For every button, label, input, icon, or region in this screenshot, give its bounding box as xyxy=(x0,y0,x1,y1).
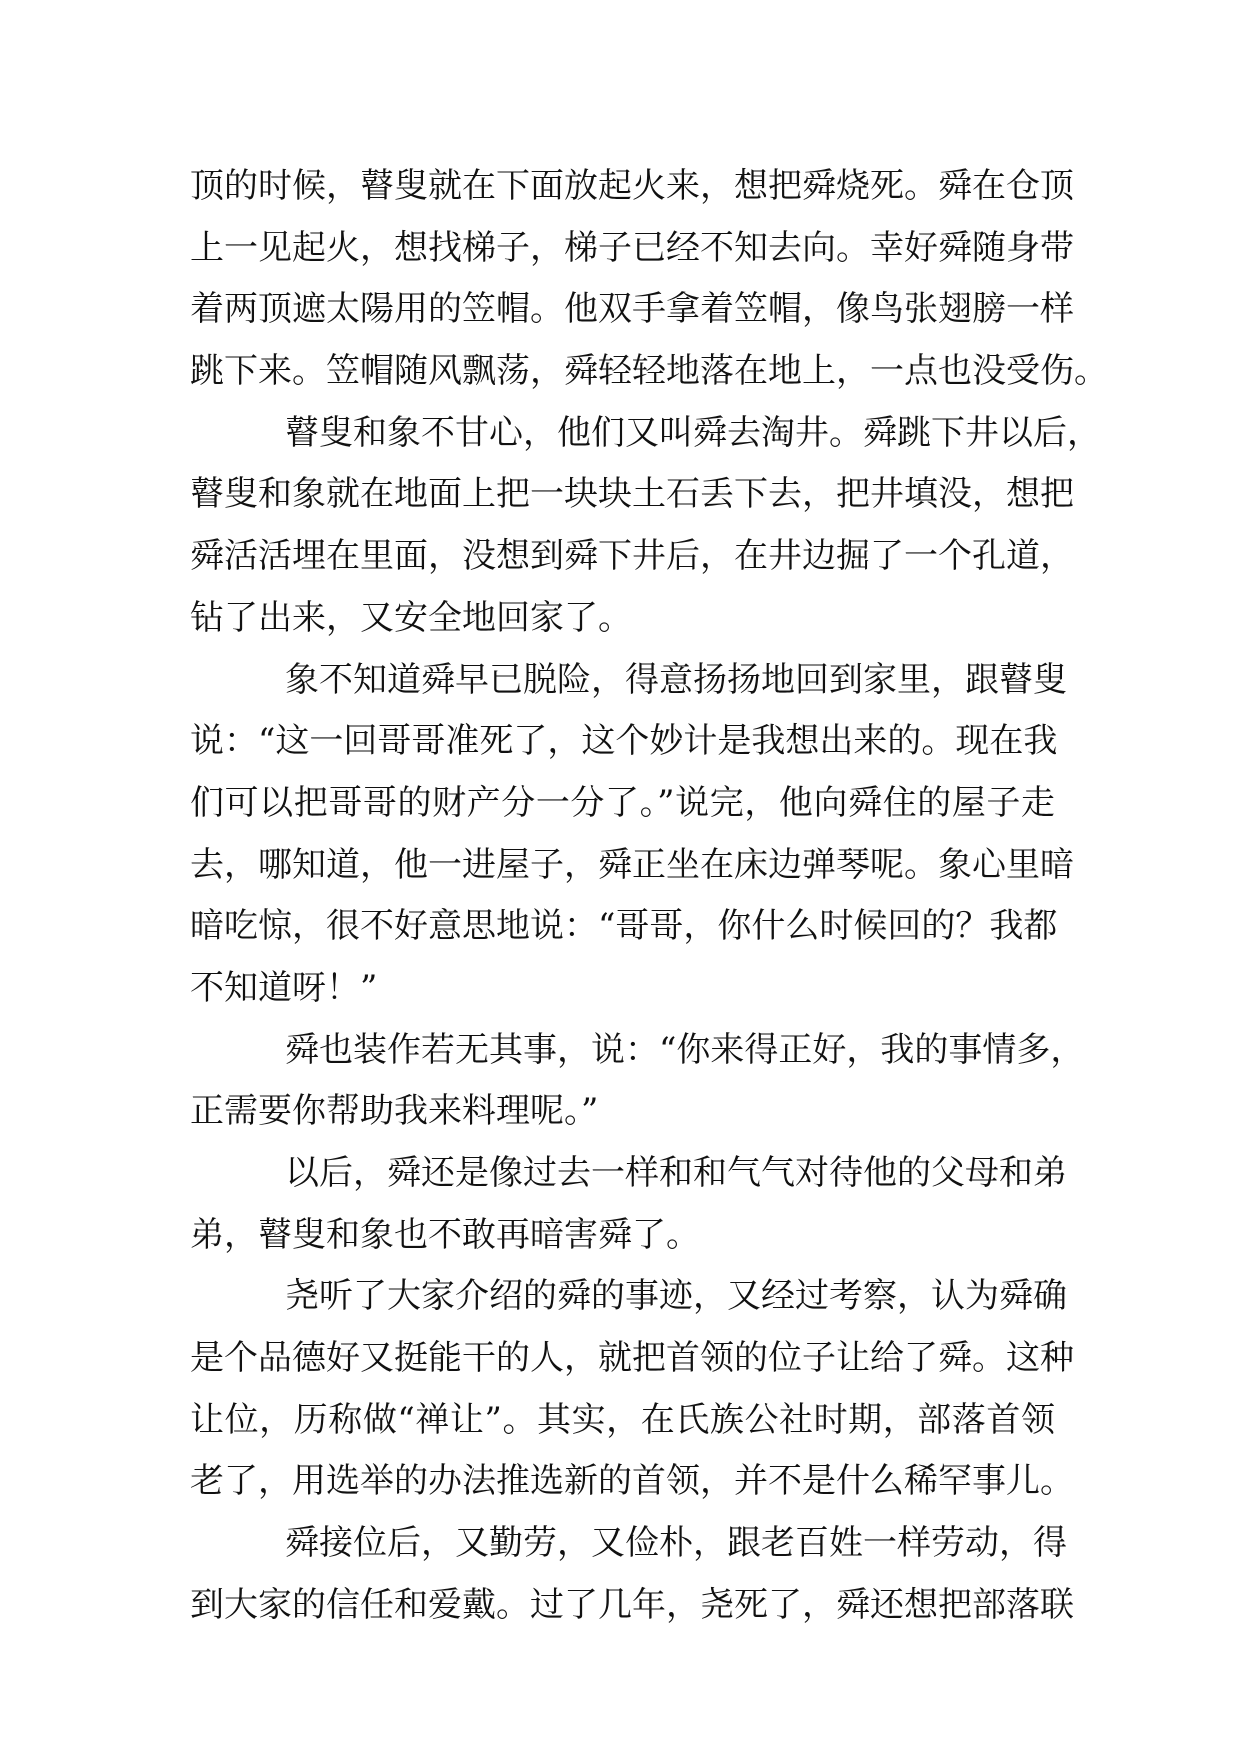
text-line: 去，哪知道，他一进屋子，舜正坐在床边弹琴呢。象心里暗 xyxy=(190,844,1074,885)
text-line: 上一见起火，想找梯子，梯子已经不知去向。幸好舜随身带 xyxy=(190,227,1074,268)
text-line: 跳下来。笠帽随风飘荡，舜轻轻地落在地上，一点也没受伤。 xyxy=(190,351,1108,392)
body-text xyxy=(190,156,1108,1637)
text-line: 瞽叟和象不甘心，他们又叫舜去淘井。舜跳下井以后， xyxy=(285,412,1101,453)
text-line: 暗吃惊，很不好意思地说：“哥哥，你什么时候回的？我都 xyxy=(190,906,1058,947)
text-line: 以后，舜还是像过去一样和和气气对待他的父母和弟 xyxy=(285,1153,1067,1193)
text-line: 弟，瞽叟和象也不敢再暗害舜了。 xyxy=(190,1214,700,1255)
text-line: 象不知道舜早已脱险，得意扬扬地回到家里，跟瞽叟 xyxy=(285,659,1067,700)
text-line: 舜活活埋在里面，没想到舜下井后，在井边掘了一个孔道， xyxy=(190,536,1074,577)
text-line: 舜接位后，又勤劳，又俭朴，跟老百姓一样劳动，得 xyxy=(285,1523,1067,1564)
text-line: 到大家的信任和爱戴。过了几年，尧死了，舜还想把部落联 xyxy=(190,1584,1074,1625)
text-line: 瞽叟和象就在地面上把一块块土石丢下去，把井填没，想把 xyxy=(190,474,1074,515)
text-line: 正需要你帮助我来料理呢。” xyxy=(190,1091,599,1132)
text-line: 顶的时候，瞽叟就在下面放起火来，想把舜烧死。舜在仓顶 xyxy=(190,166,1074,206)
text-line: 不知道呀！” xyxy=(190,967,378,1008)
text-line: 是个品德好又挺能干的人，就把首领的位子让给了舜。这种 xyxy=(190,1338,1074,1379)
text-line: 尧听了大家介绍的舜的事迹，又经过考察，认为舜确 xyxy=(285,1276,1067,1317)
text-line: 钻了出来，又安全地回家了。 xyxy=(190,597,632,638)
text-line: 们可以把哥哥的财产分一分了。”说完，他向舜住的屋子走 xyxy=(190,782,1055,823)
text-line: 舜也装作若无其事，说：“你来得正好，我的事情多， xyxy=(285,1029,1085,1070)
text-line: 让位，历称做“禅让”。其实，在氏族公社时期，部落首领 xyxy=(190,1399,1055,1440)
text-line: 着两顶遮太陽用的笠帽。他双手拿着笠帽，像鸟张翅膀一样 xyxy=(190,289,1074,330)
text-line: 说：“这一回哥哥准死了，这个妙计是我想出来的。现在我 xyxy=(190,721,1058,762)
text-line: 老了，用选举的办法推选新的首领，并不是什么稀罕事儿。 xyxy=(190,1461,1074,1502)
